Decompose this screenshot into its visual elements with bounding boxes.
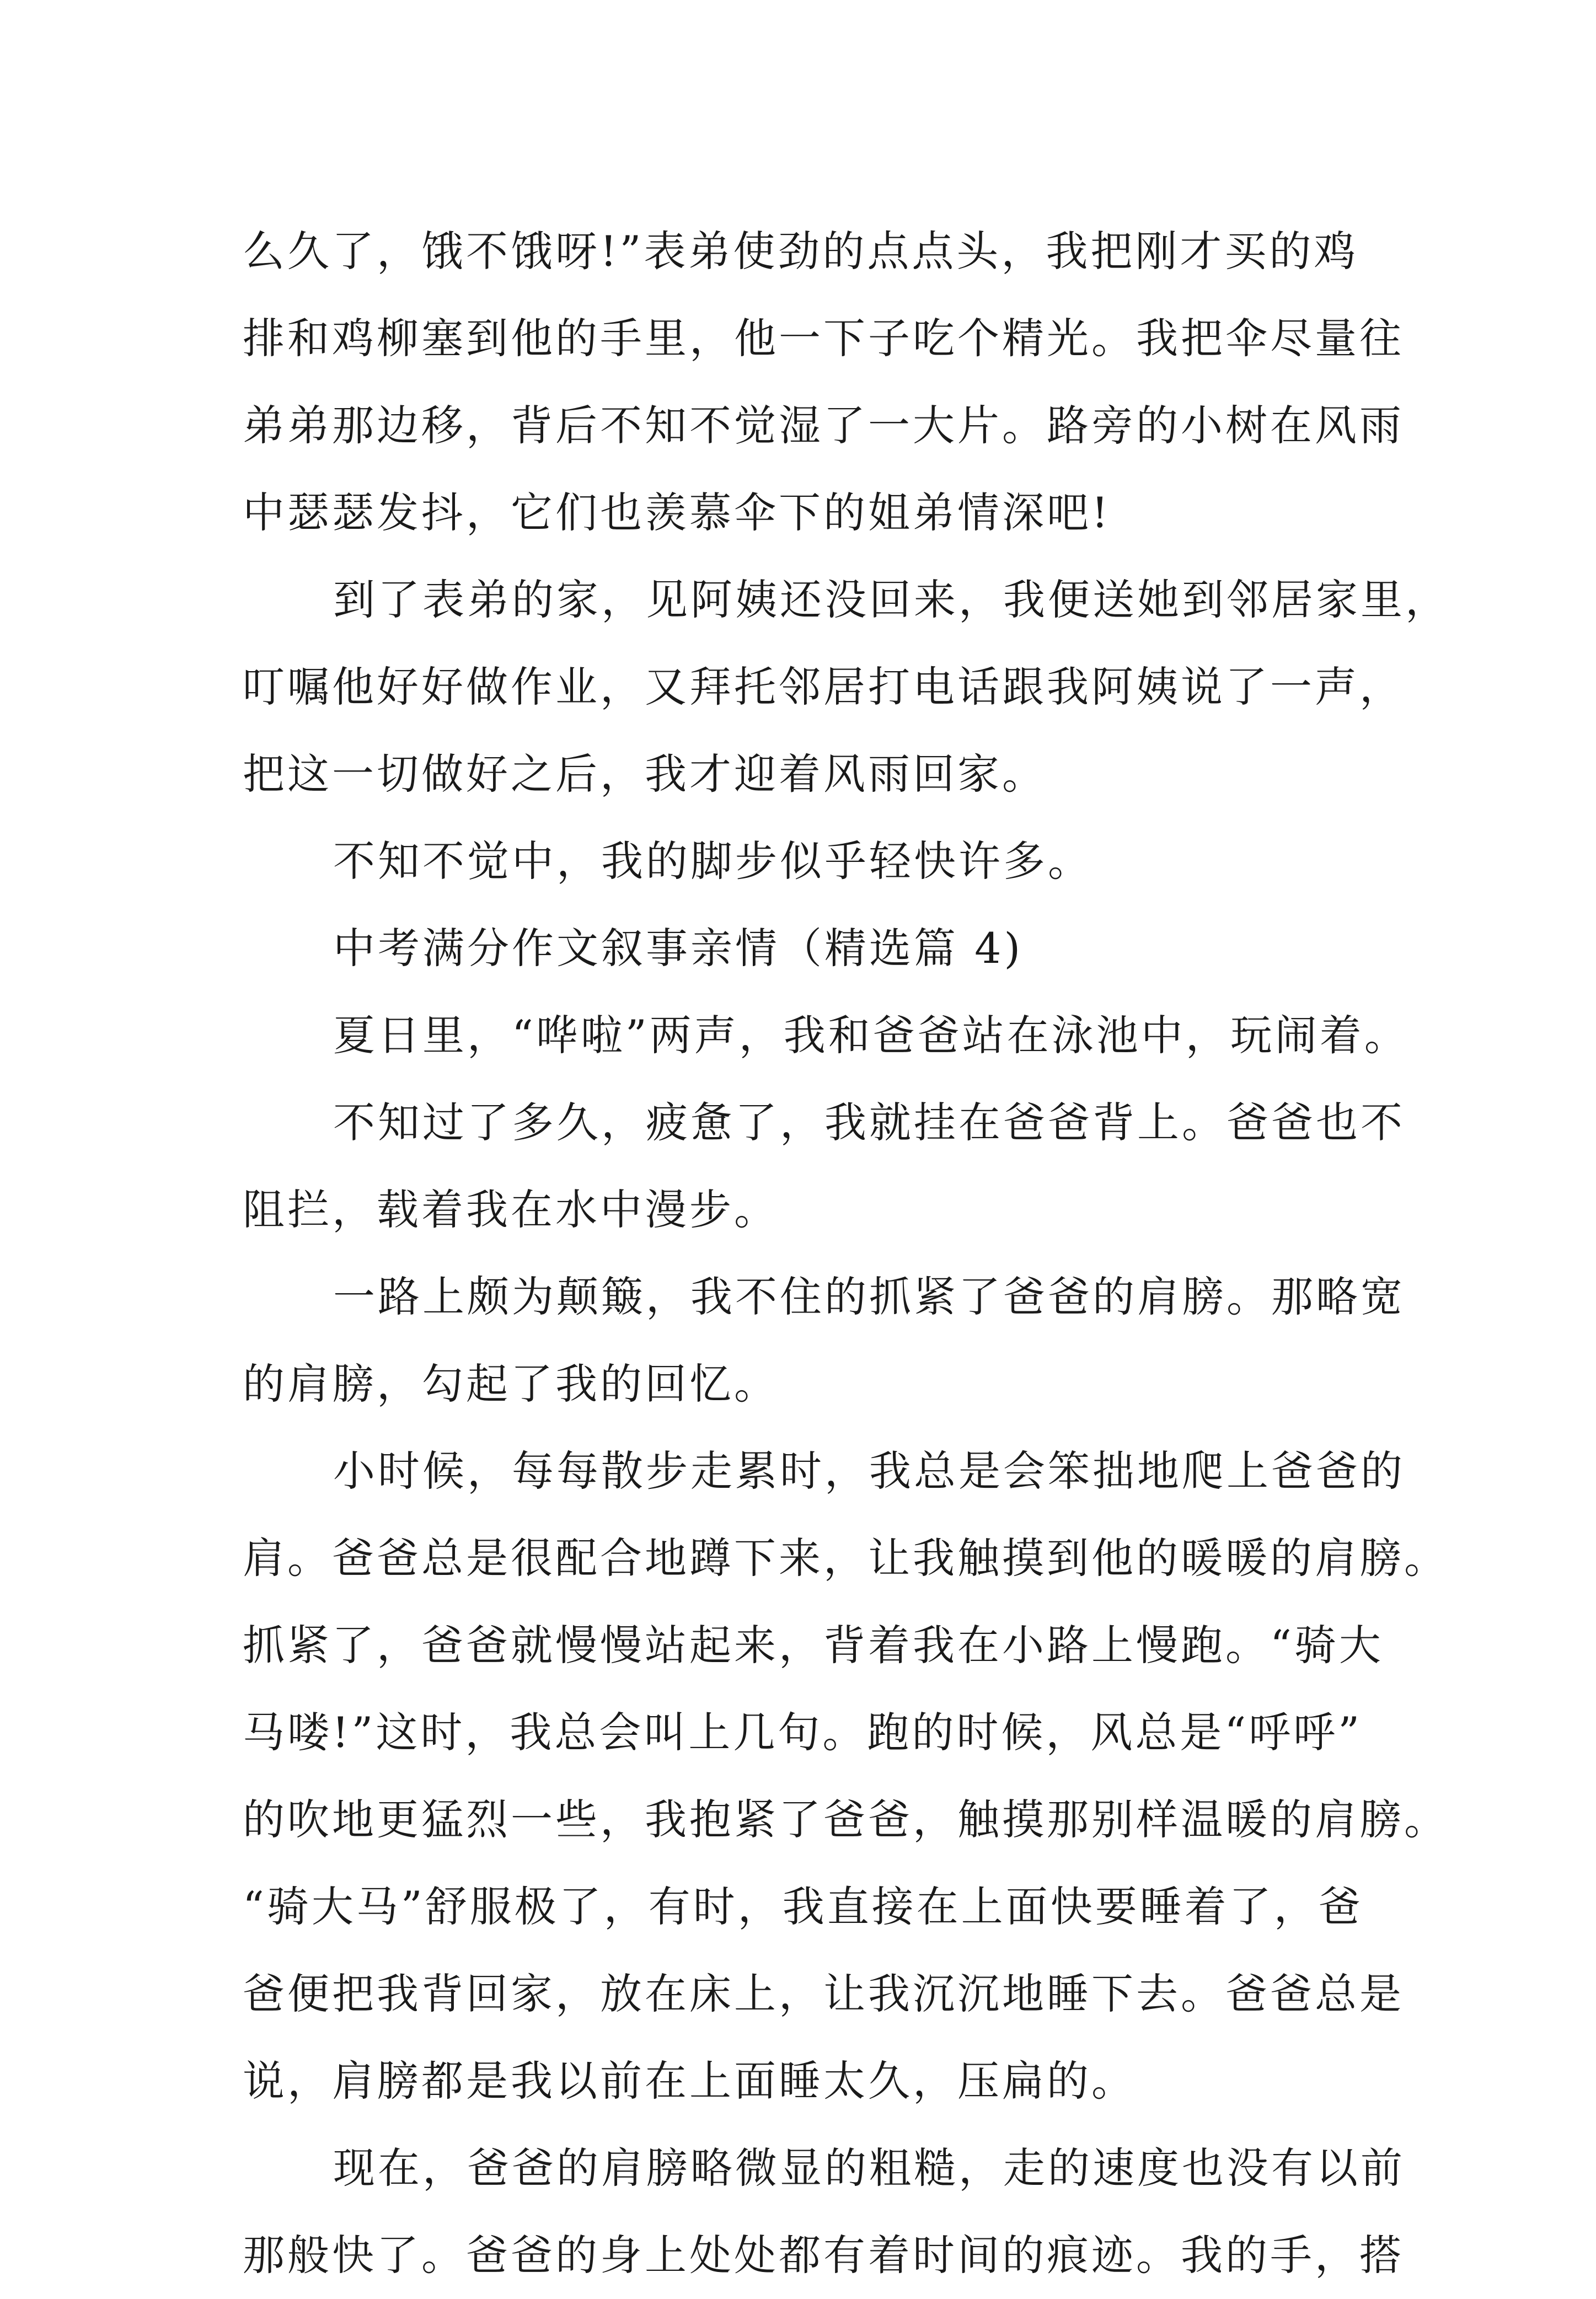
paragraph-first-line: 夏日里，“哗啦”两声，我和爸爸站在泳池中，玩闹着。 xyxy=(333,1011,1409,1060)
paragraph-first-line: 不知过了多久，疲惫了，我就挂在爸爸背上。爸爸也不 xyxy=(333,1098,1405,1147)
text-line: 中瑟瑟发抖，它们也羡慕伞下的姐弟情深吧! xyxy=(243,488,1111,537)
text-line: 的吹地更猛烈一些，我抱紧了爸爸，触摸那别样温暖的肩膀。 xyxy=(243,1795,1449,1844)
text-line: 么久了，饿不饿呀!”表弟使劲的点点头，我把刚才买的鸡 xyxy=(243,227,1359,276)
text-line: 说，肩膀都是我以前在上面睡太久，压扁的。 xyxy=(243,2056,1136,2105)
text-line: 肩。爸爸总是很配合地蹲下来，让我触摸到他的暖暖的肩膀。 xyxy=(243,1534,1449,1583)
text-line: 的肩膀，勾起了我的回忆。 xyxy=(243,1359,779,1408)
paragraph-first-line: 现在，爸爸的肩膀略微显的粗糙，走的速度也没有以前 xyxy=(333,2143,1405,2193)
section-heading: 中考满分作文叙事亲情（精选篇 4) xyxy=(333,924,1024,973)
text-line: 叮嘱他好好做作业，又拜托邻居打电话跟我阿姨说了一声， xyxy=(243,662,1404,711)
text-line: 把这一切做好之后，我才迎着风雨回家。 xyxy=(243,749,1047,799)
paragraph-first-line: 小时候，每每散步走累时，我总是会笨拙地爬上爸爸的 xyxy=(333,1446,1405,1496)
text-line: 阻拦，载着我在水中漫步。 xyxy=(243,1185,779,1234)
text-line: 那般快了。爸爸的身上处处都有着时间的痕迹。我的手，搭 xyxy=(243,2231,1404,2280)
text-line: 爸便把我背回家，放在床上，让我沉沉地睡下去。爸爸总是 xyxy=(243,1969,1404,2018)
text-line: 马喽!”这时，我总会叫上几句。跑的时候，风总是“呼呼” xyxy=(243,1708,1363,1757)
text-line: 排和鸡柳塞到他的手里，他一下子吃个精光。我把伞尽量往 xyxy=(243,314,1404,363)
text-line: “骑大马”舒服极了，有时，我直接在上面快要睡着了，爸 xyxy=(243,1882,1363,1931)
paragraph-first-line: 不知不觉中，我的脚步似乎轻快许多。 xyxy=(333,837,1092,886)
paragraph-first-line: 到了表弟的家，见阿姨还没回来，我便送她到邻居家里， xyxy=(333,575,1450,624)
document-body xyxy=(243,208,1450,2299)
text-line: 抓紧了，爸爸就慢慢站起来，背着我在小路上慢跑。“骑大 xyxy=(243,1621,1384,1670)
paragraph-first-line: 一路上颇为颠簸，我不住的抓紧了爸爸的肩膀。那略宽 xyxy=(333,1272,1405,1321)
text-line: 弟弟那边移，背后不知不觉湿了一大片。路旁的小树在风雨 xyxy=(243,401,1404,450)
